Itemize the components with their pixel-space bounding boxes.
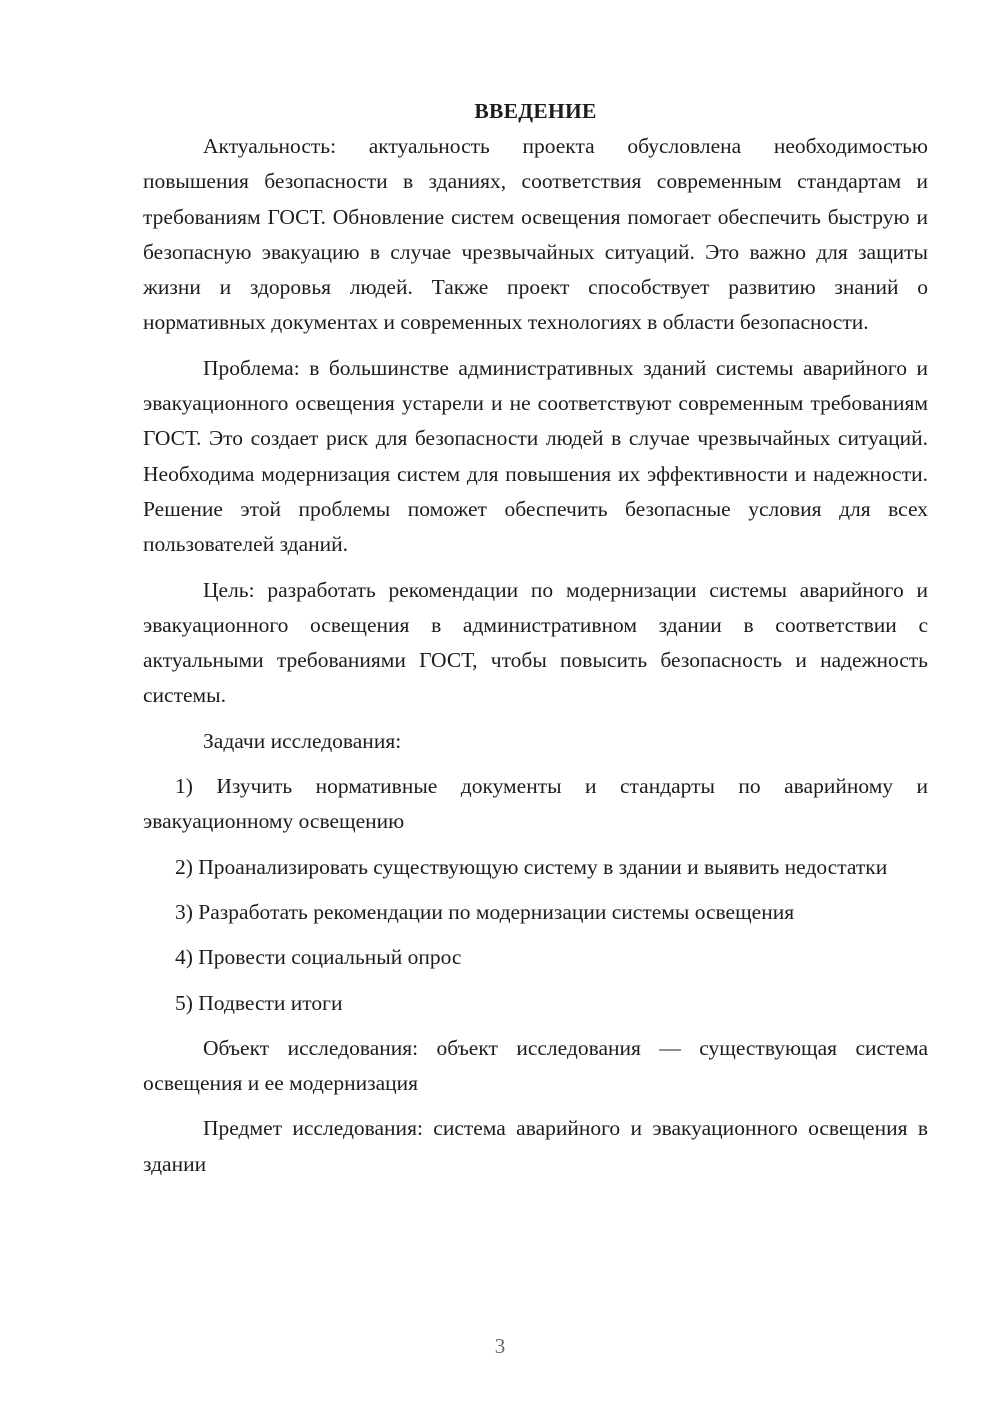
list-item: 4) Провести социальный опрос [175,945,462,970]
relevance-paragraph: Актуальность: актуальность проекта обусловлена необходимостью повышения безопасности в зданиях, соответствия современным стандартам и требованиям ГОСТ. Обновление систем освещения помогает обеспечить быструю и безопасную эвакуацию в случае чрезвычайных ситуаций. Это важно для защиты жизни и здоровья людей. Также проект способствует развитию знаний о нормативных документах и современных технологиях в области безопасности. [143,134,928,335]
document-page [143,94,928,1192]
list-item: 2) Проанализировать существующую систему в здании и выявить недостатки [175,854,888,879]
list-item: 5) Подвести итоги [175,990,343,1015]
subject-paragraph: Предмет исследования: система аварийного и эвакуационного освещения в здании [143,1116,928,1176]
tasks-list [143,769,928,1021]
page-number: 3 [494,1334,506,1358]
list-item: 1) Изучить нормативные документы и стандарты по аварийному и эвакуационному освещению [143,774,928,834]
section-title: ВВЕДЕНИЕ [474,99,597,123]
problem-paragraph: Проблема: в большинстве административных зданий системы аварийного и эвакуационного освещения устарели и не соответствуют современным требованиям ГОСТ. Это создает риск для безопасности людей в случае чрезвычайных ситуаций. Необходима модернизация систем для повышения их эффективности и надежности. Решение этой проблемы поможет обеспечить безопасные условия для всех пользователей зданий. [143,355,928,557]
tasks-heading: Задачи исследования: [203,728,402,753]
list-item: 3) Разработать рекомендации по модернизации системы освещения [175,899,795,924]
object-paragraph: Объект исследования: объект исследования — существующая система освещения и ее модернизация [143,1035,928,1096]
goal-paragraph: Цель: разработать рекомендации по модернизации системы аварийного и эвакуационного освещения в административном здании в соответствии с актуальными требованиями ГОСТ, чтобы повысить безопасность и надежность системы. [143,577,928,708]
